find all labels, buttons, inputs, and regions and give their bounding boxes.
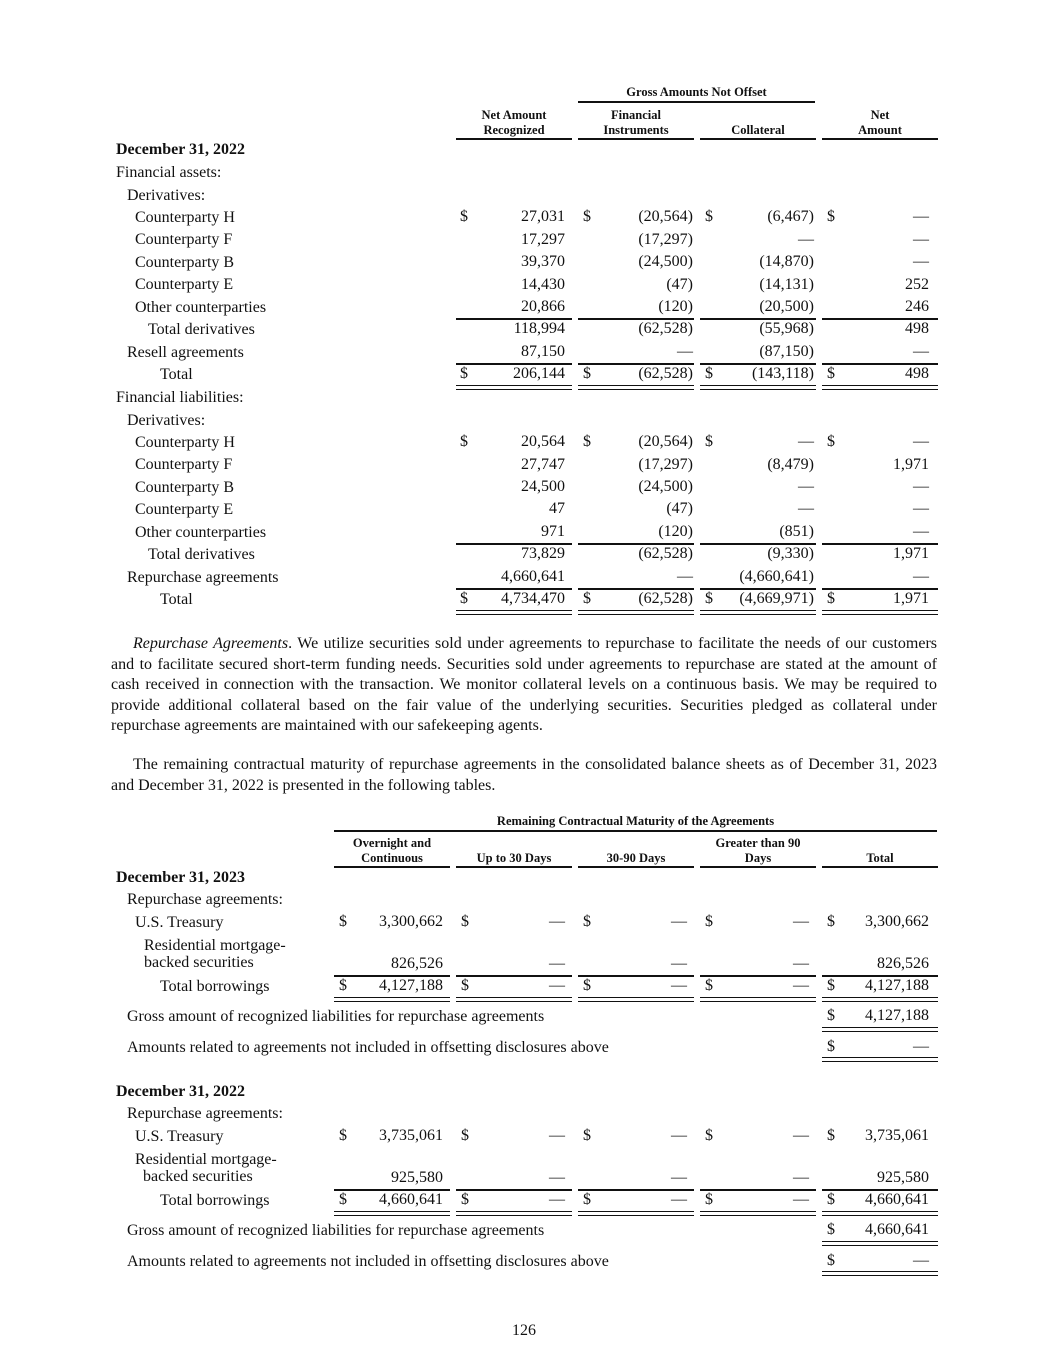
group-label: Repurchase agreements: (127, 891, 283, 908)
cell-value: (17,297) (638, 231, 693, 248)
subsection-label-derivatives: Derivatives: (127, 412, 206, 429)
dollar-sign: $ (583, 913, 591, 930)
dollar-sign: $ (705, 1191, 713, 1208)
dollar-sign: $ (705, 208, 713, 225)
cell-value: 971 (541, 523, 565, 540)
cell-value: — (913, 253, 929, 270)
cell-value: 87,150 (521, 343, 565, 360)
dollar-sign: $ (583, 977, 591, 994)
cell-value: 4,660,641 (501, 568, 565, 585)
cell-value: 3,300,662 (379, 913, 443, 930)
cell-value: — (671, 913, 687, 930)
cell-value: 14,430 (521, 276, 565, 293)
cell-value: 20,866 (521, 298, 565, 315)
col-header-greater-90 (700, 836, 816, 866)
double-rule (700, 610, 816, 615)
cell-value: — (793, 955, 809, 972)
cell-value: (20,564) (638, 433, 693, 450)
dollar-sign: $ (705, 590, 713, 607)
col-rule (822, 866, 938, 868)
row-label: Counterparty F (135, 231, 233, 248)
col-header-overnight (334, 836, 450, 866)
cell-value: — (798, 231, 814, 248)
col-header-line: Net (870, 108, 890, 122)
cell-value: — (793, 1169, 809, 1186)
cell-value: 17,297 (521, 231, 565, 248)
cell-value: — (913, 500, 929, 517)
double-rule (334, 1211, 450, 1216)
group-header-gross-not-offset: Gross Amounts Not Offset (626, 85, 767, 99)
dollar-sign: $ (339, 913, 347, 930)
cell-value: (143,118) (751, 365, 814, 382)
dollar-sign: $ (461, 1191, 469, 1208)
cell-value: (55,968) (759, 320, 814, 337)
cell-value: — (793, 1191, 809, 1208)
row-label: Counterparty H (135, 434, 235, 451)
col-header-line: Collateral (731, 123, 785, 137)
cell-value: (24,500) (638, 253, 693, 270)
dollar-sign: $ (705, 1127, 713, 1144)
col-header-line: Total (866, 851, 894, 865)
col-header-total (822, 851, 938, 866)
cell-value: (6,467) (767, 208, 814, 225)
cell-value: (62,528) (638, 320, 693, 337)
double-rule (700, 1211, 816, 1216)
cell-value: — (671, 1127, 687, 1144)
dollar-sign: $ (461, 977, 469, 994)
row-label: U.S. Treasury (135, 1128, 224, 1145)
double-rule (456, 997, 572, 1002)
double-rule (822, 385, 938, 390)
period-label: December 31, 2022 (116, 1083, 245, 1100)
row-label-not-included: Amounts related to agreements not included in offsetting disclosures above (127, 1039, 609, 1056)
paragraph-repurchase-agreements (111, 634, 937, 737)
dollar-sign: $ (827, 1007, 835, 1024)
col-header-line: Continuous (361, 851, 423, 865)
dollar-sign: $ (583, 208, 591, 225)
section-label-financial-assets: Financial assets: (116, 164, 222, 181)
cell-value: 4,660,641 (865, 1221, 929, 1238)
dollar-sign: $ (461, 913, 469, 930)
cell-value: — (913, 568, 929, 585)
cell-value: — (913, 1252, 929, 1269)
cell-value: — (913, 1038, 929, 1055)
double-rule (578, 1211, 694, 1216)
cell-value: 498 (905, 365, 929, 382)
double-rule (334, 997, 450, 1002)
dollar-sign: $ (583, 1127, 591, 1144)
row-label: Counterparty F (135, 456, 233, 473)
double-rule (700, 385, 816, 390)
dollar-sign: $ (705, 365, 713, 382)
row-label: Counterparty E (135, 501, 234, 518)
col-header-line: 30-90 Days (606, 851, 666, 865)
col-rule (456, 866, 572, 868)
double-rule (822, 997, 938, 1002)
row-label-total: Total (160, 366, 193, 383)
cell-value: — (913, 231, 929, 248)
row-label-line: backed securities (143, 1168, 253, 1185)
row-label: Other counterparties (135, 299, 267, 316)
cell-value: 24,500 (521, 478, 565, 495)
double-rule (822, 1027, 938, 1032)
col-header-collateral (700, 123, 816, 138)
cell-value: (24,500) (638, 478, 693, 495)
dollar-sign: $ (460, 208, 468, 225)
cell-value: — (549, 977, 565, 994)
cell-value: 826,526 (877, 955, 929, 972)
col-header-up-to-30 (456, 851, 572, 866)
cell-value: 925,580 (391, 1169, 443, 1186)
cell-value: — (798, 500, 814, 517)
cell-value: 27,031 (521, 208, 565, 225)
dollar-sign: $ (827, 590, 835, 607)
dollar-sign: $ (583, 365, 591, 382)
col-rule (578, 138, 694, 140)
cell-value: (14,870) (759, 253, 814, 270)
dollar-sign: $ (461, 1127, 469, 1144)
cell-value: (47) (666, 276, 693, 293)
cell-value: (17,297) (638, 456, 693, 473)
section-label-financial-liabilities: Financial liabilities: (116, 389, 244, 406)
cell-value: — (549, 913, 565, 930)
cell-value: — (671, 1191, 687, 1208)
row-label: Counterparty H (135, 209, 235, 226)
dollar-sign: $ (460, 590, 468, 607)
double-rule (822, 1211, 938, 1216)
dollar-sign: $ (705, 977, 713, 994)
cell-value: — (798, 433, 814, 450)
cell-value: 118,994 (513, 320, 565, 337)
cell-value: 925,580 (877, 1169, 929, 1186)
dollar-sign: $ (827, 365, 835, 382)
cell-value: 246 (905, 298, 929, 315)
row-label-total-borrowings: Total borrowings (160, 1192, 270, 1209)
cell-value: 20,564 (521, 433, 565, 450)
col-rule (578, 866, 694, 868)
dollar-sign: $ (827, 433, 835, 450)
cell-value: (62,528) (638, 545, 693, 562)
cell-value: (851) (779, 523, 814, 540)
row-label-line: backed securities (144, 954, 254, 971)
col-rule (334, 866, 450, 868)
cell-value: (62,528) (638, 590, 693, 607)
col-header-line: Up to 30 Days (476, 851, 552, 865)
cell-value: 3,735,061 (379, 1127, 443, 1144)
cell-value: 4,660,641 (865, 1191, 929, 1208)
cell-value: 206,144 (513, 365, 565, 382)
cell-value: 498 (905, 320, 929, 337)
dollar-sign: $ (827, 208, 835, 225)
cell-value: 1,971 (893, 456, 929, 473)
cell-value: — (549, 1191, 565, 1208)
dollar-sign: $ (827, 1038, 835, 1055)
group-header-remaining-maturity: Remaining Contractual Maturity of the Agreements (496, 814, 775, 828)
dollar-sign: $ (460, 433, 468, 450)
cell-value: (9,330) (767, 545, 814, 562)
dollar-sign: $ (460, 365, 468, 382)
dollar-sign: $ (339, 1127, 347, 1144)
cell-value: (120) (658, 523, 693, 540)
paragraph-body: The remaining contractual maturity of repurchase agreements in the consolidated balance sheets as of December 31, 2023 and December 31, 2022 is presented in the following tables. (111, 756, 937, 794)
cell-value: (62,528) (638, 365, 693, 382)
cell-value: — (798, 478, 814, 495)
cell-value: 3,735,061 (865, 1127, 929, 1144)
cell-value: — (671, 955, 687, 972)
cell-value: 252 (905, 276, 929, 293)
dollar-sign: $ (705, 433, 713, 450)
row-label-line: Residential mortgage- (144, 937, 286, 954)
col-header-line: Instruments (603, 123, 669, 137)
col-header-line: Overnight and (352, 836, 432, 850)
row-label-total-derivatives: Total derivatives (148, 321, 255, 338)
cell-value: (87,150) (759, 343, 814, 360)
paragraph-remaining-maturity (111, 755, 937, 796)
paragraph-body: . We utilize securities sold under agreements to repurchase to facilitate the needs of our customers and to facilitate secured short-term funding needs. Securities sold under agreements to repurchase are stated at the amount of cash received in connection with the transaction. We monitor collateral levels on a continuous basis. We may be required to provide additional collateral based on the fair value of the underlying securities. Securities pledged as collateral under repurchase agreements are maintained with our safekeeping agents. (111, 635, 937, 734)
cell-value: — (677, 343, 693, 360)
row-label-not-included: Amounts related to agreements not included in offsetting disclosures above (127, 1253, 609, 1270)
cell-value: (8,479) (767, 456, 814, 473)
cell-value: — (549, 955, 565, 972)
double-rule (700, 997, 816, 1002)
cell-value: 39,370 (521, 253, 565, 270)
period-label: December 31, 2022 (116, 141, 245, 158)
row-label: Counterparty B (135, 479, 235, 496)
cell-value: (47) (666, 500, 693, 517)
row-label: Counterparty B (135, 254, 235, 271)
cell-value: (20,500) (759, 298, 814, 315)
col-header-30-90 (578, 851, 694, 866)
col-rule (700, 138, 816, 140)
cell-value: 4,734,470 (501, 590, 565, 607)
group-header-rule (578, 101, 815, 103)
col-header-net-amount-recognized (456, 108, 572, 138)
double-rule (822, 1241, 938, 1246)
cell-value: — (793, 1127, 809, 1144)
double-rule (578, 385, 694, 390)
col-header-financial-instruments (578, 108, 694, 138)
row-label-resell-agreements: Resell agreements (127, 344, 244, 361)
cell-value: 47 (549, 500, 565, 517)
cell-value: — (677, 568, 693, 585)
dollar-sign: $ (583, 1191, 591, 1208)
dollar-sign: $ (827, 1191, 835, 1208)
page-number: 126 (512, 1322, 536, 1339)
cell-value: — (793, 977, 809, 994)
double-rule (578, 997, 694, 1002)
dollar-sign: $ (705, 913, 713, 930)
row-label-multiline (135, 1151, 277, 1185)
dollar-sign: $ (583, 433, 591, 450)
cell-value: 4,127,188 (865, 1007, 929, 1024)
double-rule (456, 610, 572, 615)
row-label-gross-amount: Gross amount of recognized liabilities for repurchase agreements (127, 1008, 545, 1025)
row-label-repurchase-agreements: Repurchase agreements (127, 569, 279, 586)
cell-value: — (913, 523, 929, 540)
double-rule (456, 1211, 572, 1216)
cell-value: — (793, 913, 809, 930)
double-rule (578, 610, 694, 615)
col-header-line: Recognized (483, 123, 545, 137)
col-header-line: Greater than 90 (715, 836, 801, 850)
cell-value: 4,127,188 (379, 977, 443, 994)
col-header-line: Financial (610, 108, 661, 122)
row-label-total-derivatives: Total derivatives (148, 546, 255, 563)
paragraph-lead-italic: Repurchase Agreements (133, 635, 289, 652)
cell-value: 1,971 (893, 545, 929, 562)
cell-value: 73,829 (521, 545, 565, 562)
cell-value: — (671, 977, 687, 994)
row-label-total-borrowings: Total borrowings (160, 978, 270, 995)
row-label: Other counterparties (135, 524, 267, 541)
row-label-total: Total (160, 591, 193, 608)
dollar-sign: $ (583, 590, 591, 607)
cell-value: — (913, 478, 929, 495)
cell-value: 3,300,662 (865, 913, 929, 930)
dollar-sign: $ (339, 1191, 347, 1208)
col-rule (456, 138, 572, 140)
cell-value: (4,660,641) (739, 568, 814, 585)
cell-value: 4,660,641 (379, 1191, 443, 1208)
cell-value: (14,131) (759, 276, 814, 293)
dollar-sign: $ (827, 913, 835, 930)
cell-value: — (913, 208, 929, 225)
group-label: Repurchase agreements: (127, 1105, 283, 1122)
cell-value: — (913, 343, 929, 360)
cell-value: — (913, 433, 929, 450)
cell-value: 826,526 (391, 955, 443, 972)
cell-value: (120) (658, 298, 693, 315)
cell-value: — (549, 1169, 565, 1186)
row-label: U.S. Treasury (135, 914, 224, 931)
double-rule (822, 1271, 938, 1276)
cell-value: 27,747 (521, 456, 565, 473)
col-header-line: Days (744, 851, 772, 865)
dollar-sign: $ (827, 977, 835, 994)
cell-value: 1,971 (893, 590, 929, 607)
col-header-net-amount (822, 108, 938, 138)
dollar-sign: $ (827, 1127, 835, 1144)
group-header-rule (334, 830, 937, 832)
col-rule (822, 138, 938, 140)
col-header-line: Net Amount (481, 108, 547, 122)
col-rule (700, 866, 816, 868)
dollar-sign: $ (827, 1252, 835, 1269)
dollar-sign: $ (827, 1221, 835, 1238)
cell-value: (20,564) (638, 208, 693, 225)
double-rule (456, 385, 572, 390)
col-header-line: Amount (858, 123, 902, 137)
row-label-multiline (144, 937, 286, 971)
cell-value: — (671, 1169, 687, 1186)
double-rule (822, 610, 938, 615)
row-label-line: Residential mortgage- (135, 1151, 277, 1168)
cell-value: 4,127,188 (865, 977, 929, 994)
cell-value: — (549, 1127, 565, 1144)
dollar-sign: $ (339, 977, 347, 994)
cell-value: (4,669,971) (739, 590, 814, 607)
period-label: December 31, 2023 (116, 869, 245, 886)
row-label: Counterparty E (135, 276, 234, 293)
double-rule (822, 1057, 938, 1062)
subsection-label-derivatives: Derivatives: (127, 187, 206, 204)
row-label-gross-amount: Gross amount of recognized liabilities for repurchase agreements (127, 1222, 545, 1239)
